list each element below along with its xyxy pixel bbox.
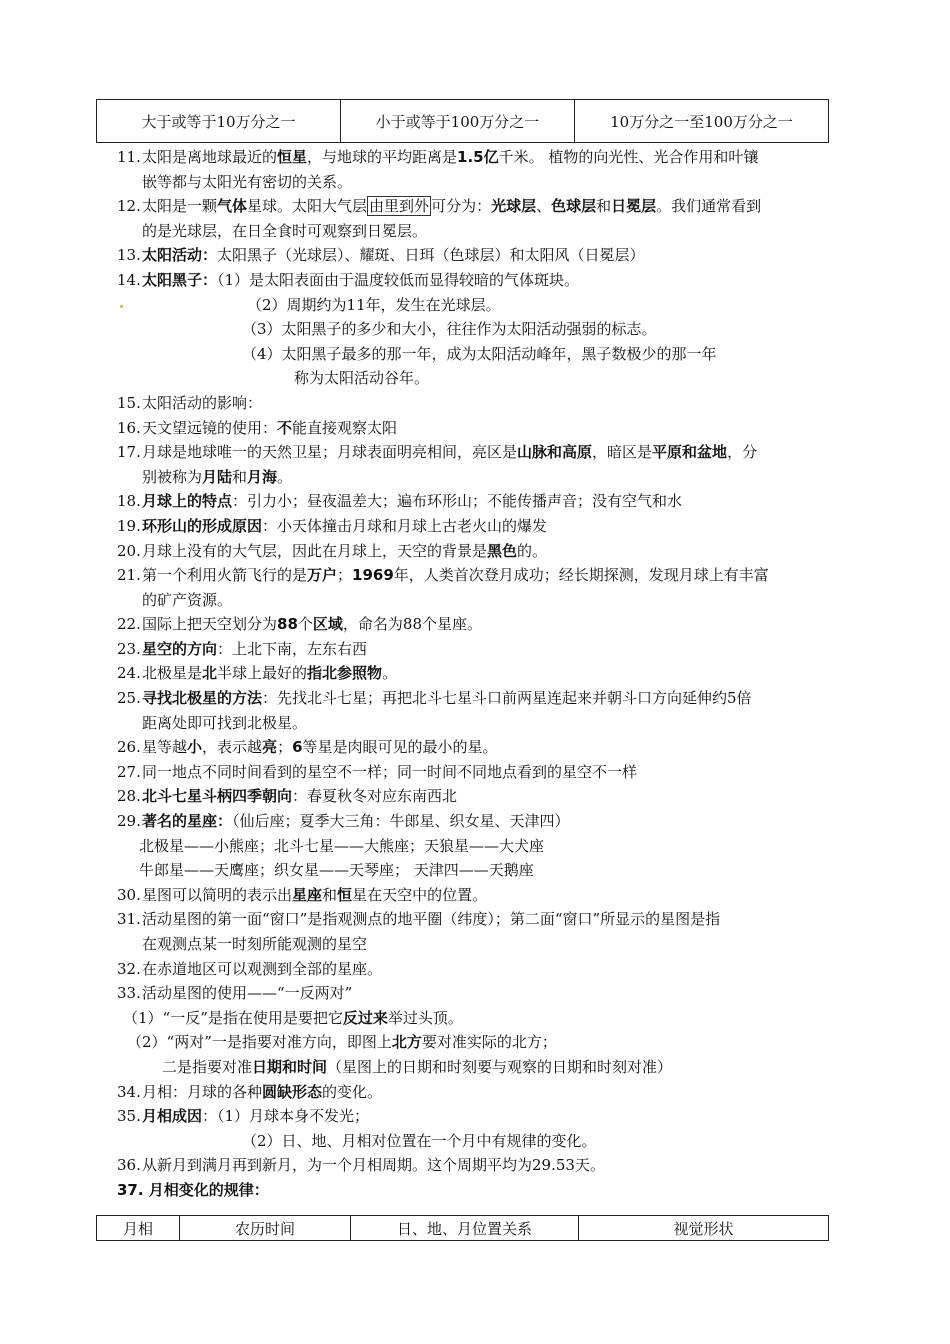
list-item: 12. 太阳是一颗气体星球。太阳大气层 由里到外 可分为：光球层、色球层和日冕层。我们通常看到 的是光球层，在日全食时可观察到日冕层。	[117, 197, 762, 240]
list-item: 15. 太阳活动的影响：	[117, 393, 263, 412]
table-row	[97, 1216, 829, 1241]
table-header-cell: 月相	[97, 1216, 180, 1241]
list-item: 14. 太阳黑子：（1）是太阳表面由于温度较低而显得较暗的气体斑块。 （2）周期约为11年，发生在光球层。 （3）太阳黑子的多少和大小，往往作为太阳活动强弱的标志。 （4）太阳黑子最多的那一年，成为太阳活动峰年，黑子数极少的那一年 称为太阳活动谷年。	[117, 270, 717, 388]
table-header-cell: 视觉形状	[579, 1216, 829, 1241]
constellation-line: 北极星——小熊座；北斗七星——大熊座；天狼星——大犬座	[139, 836, 545, 855]
table-row	[97, 100, 829, 143]
list-item: 17. 月球是地球唯一的天然卫星；月球表面明亮相间，亮区是山脉和高原，暗区是平原和盆地，分 别被称为月陆和月海。	[117, 443, 758, 486]
usage-line: （1）“一反”是指在使用是要把它反过来举过头顶。	[123, 1008, 463, 1027]
table-header-cell: 农历时间	[180, 1216, 351, 1241]
constellation-line: 牛郎星——天鹰座；织女星——天琴座； 天津四——天鹅座	[139, 861, 534, 880]
list-item: 26. 星等越小，表示越亮；6等星是肉眼可见的最小的星。	[117, 738, 498, 757]
list-item: 11. 太阳是离地球最近的恒星，与地球的平均距离是1.5亿千米。 植物的向光性、光合作用和叶镶 嵌等都与太阳光有密切的关系。	[117, 148, 759, 191]
list-item: 34. 月相：月球的各种圆缺形态的变化。	[117, 1082, 383, 1101]
list-item: 21. 第一个利用火箭飞行的是万户；1969年，人类首次登月成功；经长期探测，发现月球上有丰富 的矿产资源。	[117, 566, 769, 609]
list-item: 35. 月相成因：（1）月球本身不发光； （2）日、地、月相对位置在一个月中有规律的变化。	[117, 1107, 597, 1150]
list-item: 22. 国际上把天空划分为88个区域，命名为88个星座。	[117, 615, 483, 634]
table-cell: 小于或等于100万分之一	[341, 100, 575, 143]
list-item: 25. 寻找北极星的方法：先找北斗七星；再把北斗七星斗口前两星连起来并朝斗口方向延伸约5倍 距离处即可找到北极星。	[117, 689, 752, 732]
list-item: 36. 从新月到满月再到新月，为一个月相周期。这个周期平均为29.53天。	[117, 1156, 605, 1175]
table-cell: 10万分之一至100万分之一	[575, 100, 829, 143]
list-item: 18. 月球上的特点：引力小；昼夜温差大；遍布环形山；不能传播声音；没有空气和水	[117, 492, 683, 511]
table-cell: 大于或等于10万分之一	[97, 100, 341, 143]
moon-phase-table	[96, 1215, 829, 1241]
table-header-cell: 日、地、月位置关系	[351, 1216, 579, 1241]
list-item: 28. 北斗七星斗柄四季朝向：春夏秋冬对应东南西北	[117, 787, 458, 806]
section-heading: 37. 月相变化的规律：	[117, 1180, 269, 1199]
list-item: 13. 太阳活动：太阳黑子（光球层）、耀斑、日珥（色球层）和太阳风（日冕层）	[117, 246, 645, 265]
list-item: 31. 活动星图的第一面“窗口”是指观测点的地平圈（纬度）；第二面“窗口”所显示的星图是指 在观测点某一时刻所能观测的星空	[117, 910, 721, 953]
list-item: 32. 在赤道地区可以观测到全部的星座。	[117, 959, 383, 978]
item-list	[117, 145, 842, 1203]
boxed-text: 由里到外	[369, 197, 430, 216]
usage-line: 二是指要对准日期和时间（星图上的日期和时刻要与观察的日期和时刻对准）	[162, 1057, 673, 1076]
list-item: 27. 同一地点不同时间看到的星空不一样；同一时间不同地点看到的星空不一样	[117, 762, 638, 781]
list-item: 19. 环形山的形成原因：小天体撞击月球和月球上古老火山的爆发	[117, 516, 548, 535]
list-item: 29. 著名的星座：（仙后座；夏季大三角：牛郎星、织女星、天津四）	[117, 812, 570, 831]
list-item: 30. 星图可以简明的表示出星座和恒星在天空中的位置。	[117, 885, 488, 904]
list-item: 20. 月球上没有的大气层，因此在月球上，天空的背景是黑色的。	[117, 541, 548, 560]
scale-table	[96, 99, 829, 143]
list-item: 33. 活动星图的使用——“一反两对”	[117, 984, 353, 1003]
list-item: 16. 天文望远镜的使用：不能直接观察太阳	[117, 418, 398, 437]
list-item: 23. 星空的方向：上北下南，左东右西	[117, 639, 368, 658]
decorative-dot	[120, 305, 123, 308]
usage-line: （2）“两对”一是指要对准方向，即图上北方要对准实际的北方；	[127, 1033, 557, 1052]
list-item: 24. 北极星是北半球上最好的指北参照物。	[117, 664, 398, 683]
